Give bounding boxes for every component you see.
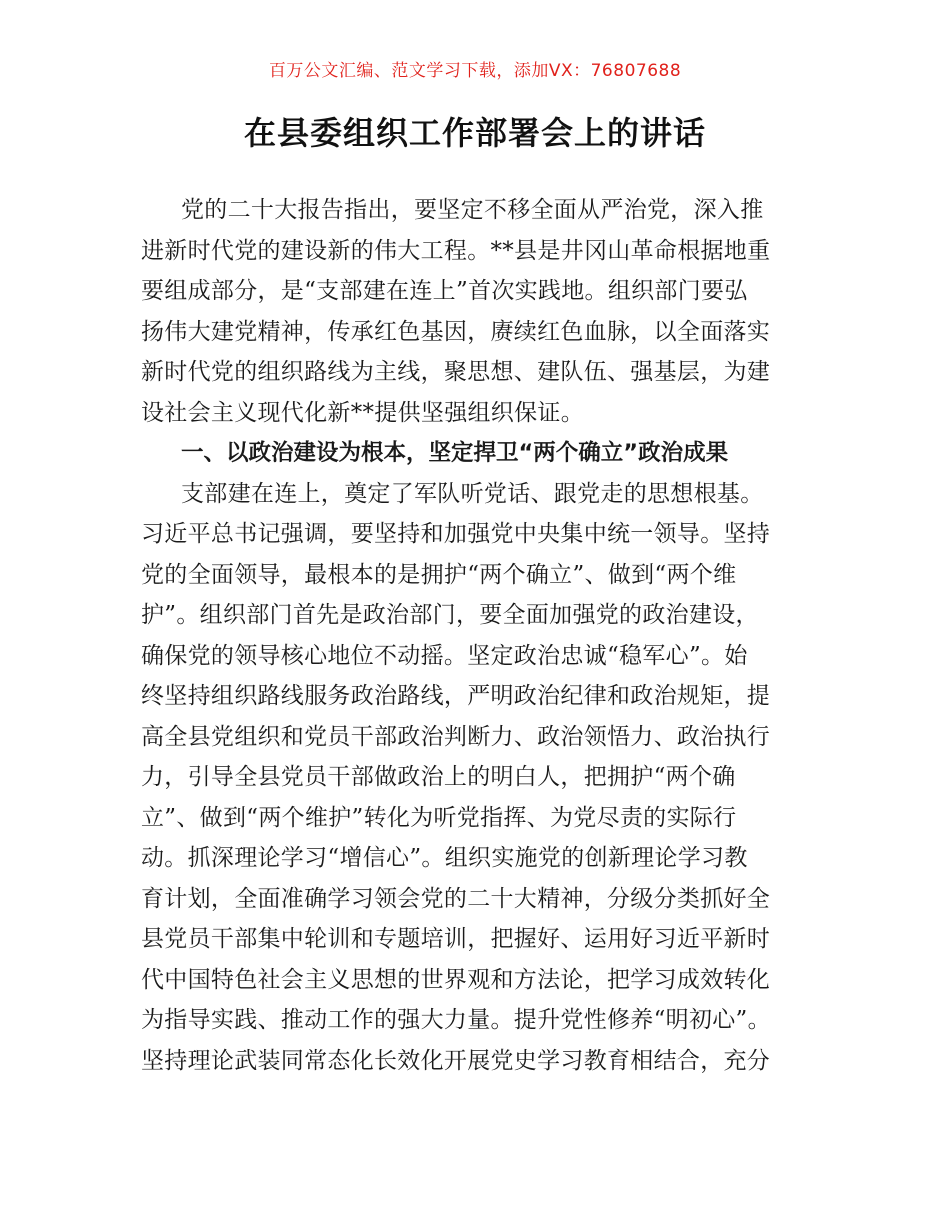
paragraph-line: 立”、做到“两个维护”转化为听党指挥、为党尽责的实际行 bbox=[141, 804, 737, 831]
paragraph-line: 代中国特色社会主义思想的世界观和方法论，把学习成效转化 bbox=[141, 966, 771, 993]
paragraph-line: 护”。组织部门首先是政治部门，要全面加强党的政治建设， bbox=[141, 602, 759, 628]
paragraph-line: 为指导实践、推动工作的强大力量。提升党性修养“明初心”。 bbox=[141, 1007, 771, 1033]
paragraph-line: 新时代党的组织路线为主线，聚思想、建队伍、强基层，为建 bbox=[141, 359, 771, 385]
paragraph-line: 县党员干部集中轮训和专题培训，把握好、运用好习近平新时 bbox=[141, 926, 771, 952]
paragraph-line: 坚持理论武装同常态化长效化开展党史学习教育相结合，充分 bbox=[141, 1047, 771, 1074]
paragraph-line: 党的二十大报告指出，要坚定不移全面从严治党，深入推 bbox=[181, 197, 764, 223]
paragraph-line: 动。抓深理论学习“增信心”。组织实施党的创新理论学习教 bbox=[141, 845, 748, 871]
paragraph-line: 习近平总书记强调，要坚持和加强党中央集中统一领导。坚持 bbox=[141, 521, 771, 547]
paragraph-line: 进新时代党的建设新的伟大工程。**县是井冈山革命根据地重 bbox=[141, 237, 771, 264]
paragraph-line: 党的全面领导，最根本的是拥护“两个确立”、做到“两个维 bbox=[141, 561, 737, 588]
paragraph-line: 育计划，全面准确学习领会党的二十大精神，分级分类抓好全 bbox=[141, 885, 771, 912]
document-body bbox=[141, 190, 811, 1081]
paragraph-line: 力，引导全县党员干部做政治上的明白人，把拥护“两个确 bbox=[141, 764, 736, 790]
paragraph-line: 高全县党组织和党员干部政治判断力、政治领悟力、政治执行 bbox=[141, 723, 771, 750]
paragraph-line: 要组成部分，是“支部建在连上”首次实践地。组织部门要弘 bbox=[141, 278, 748, 304]
paragraph-line: 设社会主义现代化新**提供坚强组织保证。 bbox=[141, 399, 584, 426]
document-title: 在县委组织工作部署会上的讲话 bbox=[243, 114, 706, 152]
paragraph-line: 扬伟大建党精神，传承红色基因，赓续红色血脉，以全面落实 bbox=[141, 318, 771, 345]
section-heading: 一、以政治建设为根本，坚定捍卫“两个确立”政治成果 bbox=[181, 440, 729, 466]
paragraph-line: 支部建在连上，奠定了军队听党话、跟党走的思想根基。 bbox=[181, 480, 764, 507]
paragraph-line: 终坚持组织路线服务政治路线，严明政治纪律和政治规矩，提 bbox=[141, 683, 771, 709]
watermark-banner: 百万公文汇编、范文学习下载，添加VX：76807688 bbox=[268, 61, 682, 81]
paragraph-line: 确保党的领导核心地位不动摇。坚定政治忠诚“稳军心”。始 bbox=[141, 642, 748, 669]
